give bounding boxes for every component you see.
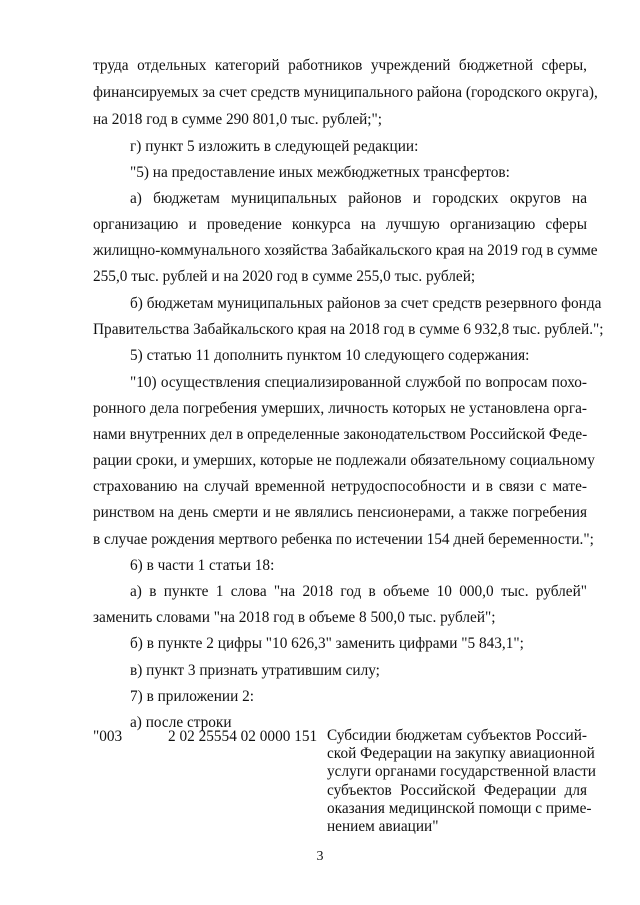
table-cell-description-line: нением авиации" (327, 818, 439, 835)
paragraph-line: а) после строки (130, 714, 232, 731)
page-number: 3 (316, 849, 324, 864)
paragraph-line: в) пункт 3 признать утратившим силу; (130, 662, 380, 679)
paragraph-line: страхованию на случай временной нетрудоспособности и в связи с мате- (93, 478, 587, 495)
paragraph-line: 255,0 тыс. рублей и на 2020 год в сумме 255,0 тыс. рублей; (93, 268, 476, 285)
paragraph-line: жилищно-коммунального хозяйства Забайкальского края на 2019 год в сумме (93, 242, 598, 259)
paragraph-line: заменить словами "на 2018 год в объеме 8 500,0 тыс. рублей"; (93, 609, 496, 626)
paragraph-line: ронного дела погребения умерших, личность которых не установлена орга- (93, 400, 587, 417)
paragraph-line: "10) осуществления специализированной службой по вопросам похо- (130, 374, 587, 391)
table-cell-kbk: 2 02 25554 02 0000 151 (168, 728, 318, 745)
paragraph-line: нами внутренних дел в определенные законодательством Российской Феде- (93, 426, 588, 443)
table-cell-code: "003 (93, 728, 123, 745)
paragraph-line: "5) на предоставление иных межбюджетных трансфертов: (130, 164, 510, 181)
paragraph-line: г) пункт 5 изложить в следующей редакции: (130, 138, 419, 155)
paragraph-line: б) в пункте 2 цифры "10 626,3" заменить цифрами "5 843,1"; (130, 635, 524, 652)
paragraph-line: труда отдельных категорий работников учреждений бюджетной сферы, (93, 57, 587, 74)
paragraph-line: финансируемых за счет средств муниципального района (городского округа), (93, 84, 598, 101)
table-cell-description-line: ской Федерации на закупку авиационной (327, 745, 595, 762)
table-cell-description-line: Субсидии бюджетам субъектов Россий- (327, 727, 587, 744)
table-cell-description-line: субъектов Российской Федерации для (327, 782, 587, 799)
paragraph-line: Правительства Забайкальского края на 2018 год в сумме 6 932,8 тыс. рублей."; (93, 321, 604, 338)
paragraph-line: а) бюджетам муниципальных районов и городских округов на (130, 190, 587, 207)
table-cell-description-line: оказания медицинской помощи с приме- (327, 800, 592, 817)
paragraph-line: рации сроки, и умерших, которые не подлежали обязательному социальному (93, 452, 595, 469)
paragraph-line: 7) в приложении 2: (130, 688, 254, 705)
paragraph-line: 5) статью 11 дополнить пунктом 10 следующего содержания: (130, 347, 530, 364)
table-cell-description-line: услуги органами государственной власти (327, 763, 596, 780)
paragraph-line: в случае рождения мертвого ребенка по истечении 154 дней беременности."; (93, 531, 594, 548)
paragraph-line: 6) в части 1 статьи 18: (130, 557, 275, 574)
paragraph-line: ринством на день смерти и не являлись пенсионерами, а также погребения (93, 504, 587, 521)
paragraph-line: а) в пункте 1 слова "на 2018 год в объеме 10 000,0 тыс. рублей" (130, 583, 587, 600)
paragraph-line: б) бюджетам муниципальных районов за счет средств резервного фонда (130, 295, 602, 312)
paragraph-line: на 2018 год в сумме 290 801,0 тыс. рублей;"; (93, 111, 383, 128)
paragraph-line: организацию и проведение конкурса на лучшую организацию сферы (93, 216, 587, 233)
